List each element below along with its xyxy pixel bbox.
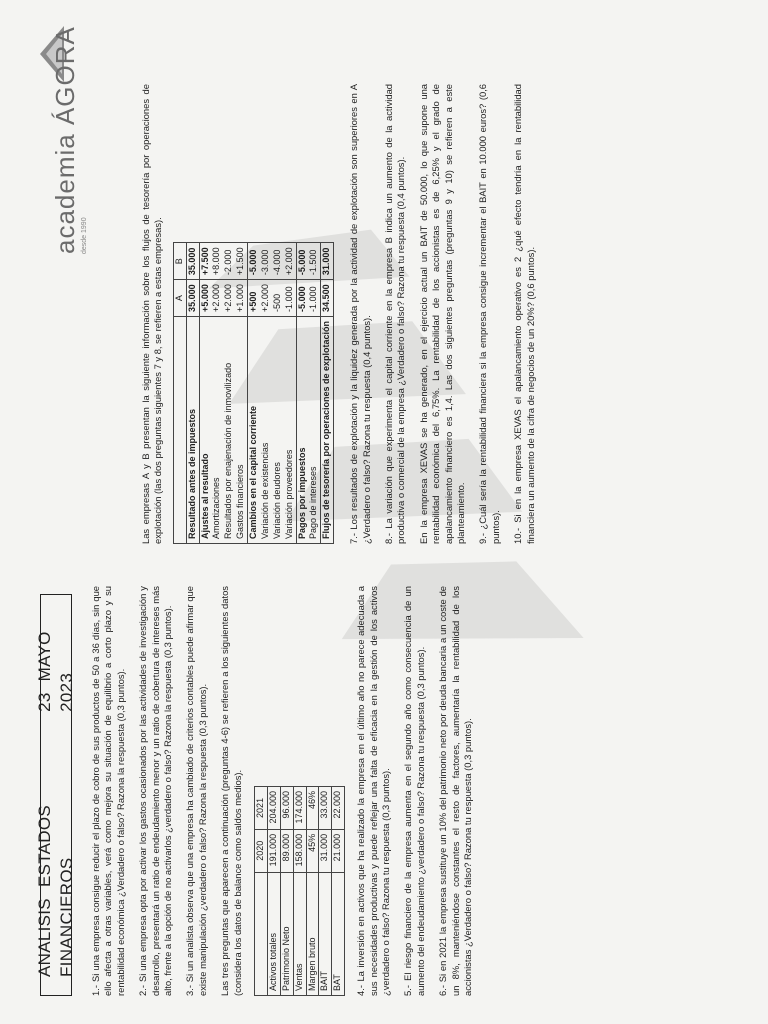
table-cell: -3.000 [260, 243, 272, 280]
table-cell: BAIT [319, 872, 332, 995]
table-row [223, 243, 235, 544]
table-cell: Variación de existencias [259, 442, 270, 539]
table-cell: Resultados por enajenación de inmovilizado [223, 362, 234, 539]
table-row [211, 243, 223, 544]
logo-subtitle: desde 1990 [81, 217, 89, 254]
table-cell: -5.000 [248, 243, 260, 280]
table-cell: 46% [306, 787, 319, 830]
table-header-cell: A [173, 280, 186, 317]
table-cell: Cambios en el capital corriente [248, 316, 260, 543]
table-row [260, 243, 272, 544]
question-9: 9.- ¿Cuál sería la rentabilidad financiera si la empresa consigue incrementar el BAIT en 10.000 euros? (0,6 puntos). [477, 84, 501, 544]
table-cell: -2.000 [223, 243, 235, 280]
table1-intro: Las tres preguntas que aparecen a continuación (preguntas 4-6) se refieren a los siguientes datos (considera los datos de balance como saldos medios). [219, 586, 243, 996]
cashflow-table [173, 242, 334, 544]
table-cell: Activos totales [267, 872, 280, 995]
table-cell: -5.000 [296, 243, 308, 280]
academia-agora-logo [48, 26, 90, 254]
table-cell: Amortizaciones [211, 477, 222, 539]
table-header-cell: 2021 [255, 787, 268, 830]
table-cell: +8.000 [211, 243, 223, 280]
table-header-cell: 2020 [255, 829, 268, 872]
exam-title: ANALISIS ESTADOS FINANCIEROS [34, 804, 76, 977]
cashflow-intro: Las empresas A y B presentan la siguiente información sobre los flujos de tesorería por operaciones de explotación (las dos preguntas siguientes 7 y 8, se refieren a estas empresas). [140, 84, 164, 544]
table-cell: -4.000 [272, 243, 284, 280]
table-row [293, 787, 306, 996]
table-row [235, 243, 247, 544]
table-cell: +2.000 [211, 280, 223, 317]
table-cell: 96.000 [280, 787, 293, 830]
table-cell: 204.000 [267, 787, 280, 830]
table-cell: 21.000 [332, 829, 345, 872]
table-row [272, 243, 284, 544]
table-row [332, 787, 345, 996]
table-cell: 34.500 [321, 280, 334, 317]
table-row [280, 787, 293, 996]
table-row [186, 243, 199, 544]
table-cell: Flujos de tesorería por operaciones de explotación [321, 316, 334, 543]
table-cell: -1.000 [284, 280, 296, 317]
table-cell: Pago de intereses [308, 466, 319, 539]
table-row [321, 243, 334, 544]
question-3: 3.- Si un analista observa que una empresa ha cambiado de criterios contables puede afirmar que existe manipulación ¿verdadero o falso? Razona la respuesta (0,3 puntos). [184, 586, 208, 996]
table-cell: +1.500 [235, 243, 247, 280]
xevas-statement: En la empresa XEVAS se ha generado, en el ejercicio actual un BAIT de 50.000, lo que supone una rentabilidad económica del 6,75%. La rentabilidad de los accionistas es de 6,25% y el grado de apalancamiento financiero es 1,4. Las dos siguientes preguntas (preguntas 9 y 10) se refieren a este planteamiento. [417, 84, 467, 544]
table-cell: Gastos financieros [235, 464, 246, 539]
table-row [306, 787, 319, 996]
table-cell: +2.000 [284, 243, 296, 280]
exam-date: 23 MAYO 2023 [34, 631, 76, 712]
question-6: 6.- Si en 2021 la empresa sustituye un 10% del patrimonio neto por deuda bancaria a un coste de un 8%, manteniéndose constantes el resto de factores, aumentaría la rentabilidad de los accionistas ¿Verdadero o falso? Razona tu respuesta (0,3 puntos). [437, 586, 474, 996]
left-column [90, 586, 484, 996]
question-8: 8.- La variación que experimenta el capital corriente en la empresa B indica un aumento de la actividad productiva o comercial de la empresa ¿Verdadero o falso? Razona tu respuesta (0,4 puntos). [383, 84, 407, 544]
question-10: 10.- Si en la empresa XEVAS el apalancamiento operativo es 2 ¿qué efecto tendría en la rentabilidad financiera un aumento de la cifra de negocios de un 20%? (0,6 puntos). [512, 84, 536, 544]
table-row [319, 787, 332, 996]
table-cell: +500 [248, 280, 260, 317]
table-cell: +1.000 [235, 280, 247, 317]
table-cell: +2.000 [260, 280, 272, 317]
exam-title-box [34, 594, 76, 996]
question-4: 4.- La inversión en activos que ha realizado la empresa en el último año no parece adecuada a sus necesidades productivas y puede reflejar una falta de eficacia en la gestión de los activos ¿verdadero o falso? Razona tu respuesta (0,3 puntos). [355, 586, 391, 996]
table-cell: 31.000 [321, 243, 334, 280]
table-cell: +2.000 [223, 280, 235, 317]
table-cell: -500 [272, 280, 284, 317]
table-row [308, 243, 320, 544]
table-cell: Variación deudores [271, 462, 282, 539]
table-cell: 35.000 [186, 243, 199, 280]
table-cell: Resultado antes de impuestos [186, 316, 199, 543]
table-row [199, 243, 211, 544]
table-cell: Ajustes al resultado [199, 316, 211, 543]
table-cell: BAT [332, 872, 345, 995]
table-cell: 191.000 [267, 829, 280, 872]
table-cell: 158.000 [293, 829, 306, 872]
question-5: 5.- El riesgo financiero de la empresa aumenta en el segundo año como consecuencia de un aumento del endeudamiento ¿verdadero o falso? Razona tu respuesta (0,3 puntos). [402, 586, 426, 996]
table-header-cell: B [173, 243, 186, 280]
table-cell: -1.000 [308, 280, 320, 317]
table-cell: 45% [306, 829, 319, 872]
table-cell: 89.000 [280, 829, 293, 872]
table-cell: 22.000 [332, 787, 345, 830]
table-cell: -1.500 [308, 243, 320, 280]
table-header-cell [173, 316, 186, 543]
table-cell: 31.000 [319, 829, 332, 872]
table-row [267, 787, 280, 996]
question-1: 1.- Si una empresa consigue reducir el plazo de cobro de sus productos de 50 a 36 días, sin que ello afecta a otras variables, verá como mejora su situación de equilibrio a corto plazo y su rentabilidad económica ¿Verdadero o falso? Razona la respuesta (0,3 puntos). [90, 586, 126, 996]
ratios-table [254, 786, 345, 996]
logo-text: academia ÁGORA [50, 26, 80, 254]
right-column [140, 84, 547, 544]
table-row [284, 243, 296, 544]
table-header-row [255, 787, 268, 996]
table-cell: Pagos por impuestos [296, 316, 308, 543]
question-2: 2.- Si una empresa opta por activar los gastos ocasionados por las actividades de investigación y desarrollo, presentará un ratio de endeudamiento menor y un ratio de cobertura de intereses más alto, frente a la opción de no activarlos ¿verdadero o falso? Razona la respuesta (0,3 puntos). [137, 586, 174, 996]
table-cell: Variación proveedores [283, 449, 294, 539]
table-cell: Margen bruto [306, 872, 319, 995]
table-cell: 33.000 [319, 787, 332, 830]
table-cell: Ventas [293, 872, 306, 995]
question-7: 7.- Los resultados de explotación y la liquidez generada por la actividad de explotación son superiores en A ¿Verdadero o falso? Razona tu respuesta (0,4 puntos). [348, 84, 372, 544]
table-cell: -5.000 [296, 280, 308, 317]
table-cell: 35.000 [186, 280, 199, 317]
table-cell: 174.000 [293, 787, 306, 830]
table-row [248, 243, 260, 544]
table-cell: +7.500 [199, 243, 211, 280]
table-header-row [173, 243, 186, 544]
table-cell: +5.000 [199, 280, 211, 317]
table-row [296, 243, 308, 544]
table-header-cell [255, 872, 268, 995]
table-cell: Patrimonio Neto [280, 872, 293, 995]
